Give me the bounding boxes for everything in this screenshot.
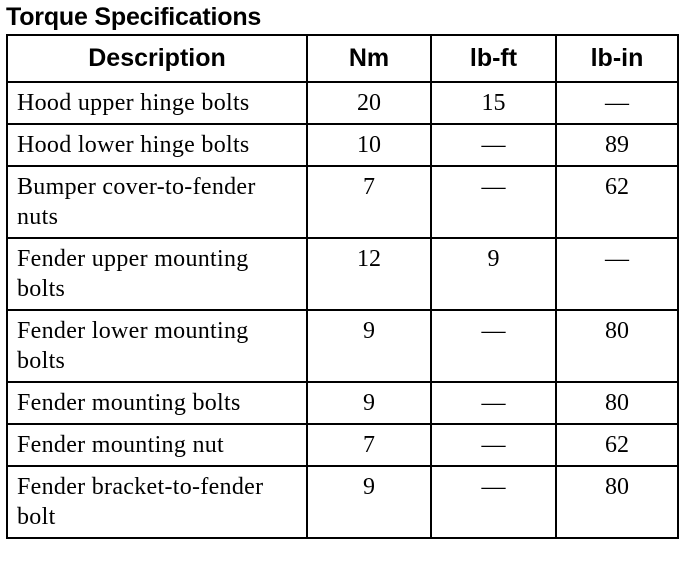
table-row (7, 382, 678, 424)
table-row (7, 166, 678, 238)
lb-in-cell: 80 (556, 382, 678, 424)
lb-in-cell: 89 (556, 124, 678, 166)
lb-ft-cell: — (431, 382, 556, 424)
nm-cell: 20 (307, 82, 431, 124)
table-row (7, 124, 678, 166)
table-row (7, 238, 678, 310)
description-cell: Fender upper mounting bolts (7, 238, 307, 310)
table-row (7, 82, 678, 124)
lb-ft-cell: — (431, 424, 556, 466)
nm-cell: 7 (307, 166, 431, 238)
column-header-description: Description (7, 35, 307, 82)
nm-cell: 9 (307, 466, 431, 538)
description-cell: Fender mounting nut (7, 424, 307, 466)
table-row (7, 466, 678, 538)
lb-ft-cell: — (431, 310, 556, 382)
lb-in-cell: — (556, 238, 678, 310)
description-cell: Hood lower hinge bolts (7, 124, 307, 166)
description-cell: Hood upper hinge bolts (7, 82, 307, 124)
description-cell: Fender lower mounting bolts (7, 310, 307, 382)
column-header-lb-ft: lb-ft (431, 35, 556, 82)
description-cell: Fender mounting bolts (7, 382, 307, 424)
lb-in-cell: — (556, 82, 678, 124)
lb-ft-cell: — (431, 124, 556, 166)
lb-in-cell: 80 (556, 466, 678, 538)
table-row (7, 424, 678, 466)
lb-ft-cell: — (431, 466, 556, 538)
nm-cell: 9 (307, 382, 431, 424)
lb-in-cell: 62 (556, 166, 678, 238)
torque-specifications-table (6, 34, 679, 539)
lb-ft-cell: 9 (431, 238, 556, 310)
description-cell: Fender bracket-to-fender bolt (7, 466, 307, 538)
nm-cell: 9 (307, 310, 431, 382)
lb-in-cell: 62 (556, 424, 678, 466)
lb-ft-cell: 15 (431, 82, 556, 124)
lb-in-cell: 80 (556, 310, 678, 382)
column-header-lb-in: lb-in (556, 35, 678, 82)
nm-cell: 10 (307, 124, 431, 166)
nm-cell: 12 (307, 238, 431, 310)
description-cell: Bumper cover-to-fender nuts (7, 166, 307, 238)
page-title: Torque Specifications (6, 3, 262, 31)
table-row (7, 310, 678, 382)
table-header-row (7, 35, 678, 82)
column-header-nm: Nm (307, 35, 431, 82)
nm-cell: 7 (307, 424, 431, 466)
lb-ft-cell: — (431, 166, 556, 238)
